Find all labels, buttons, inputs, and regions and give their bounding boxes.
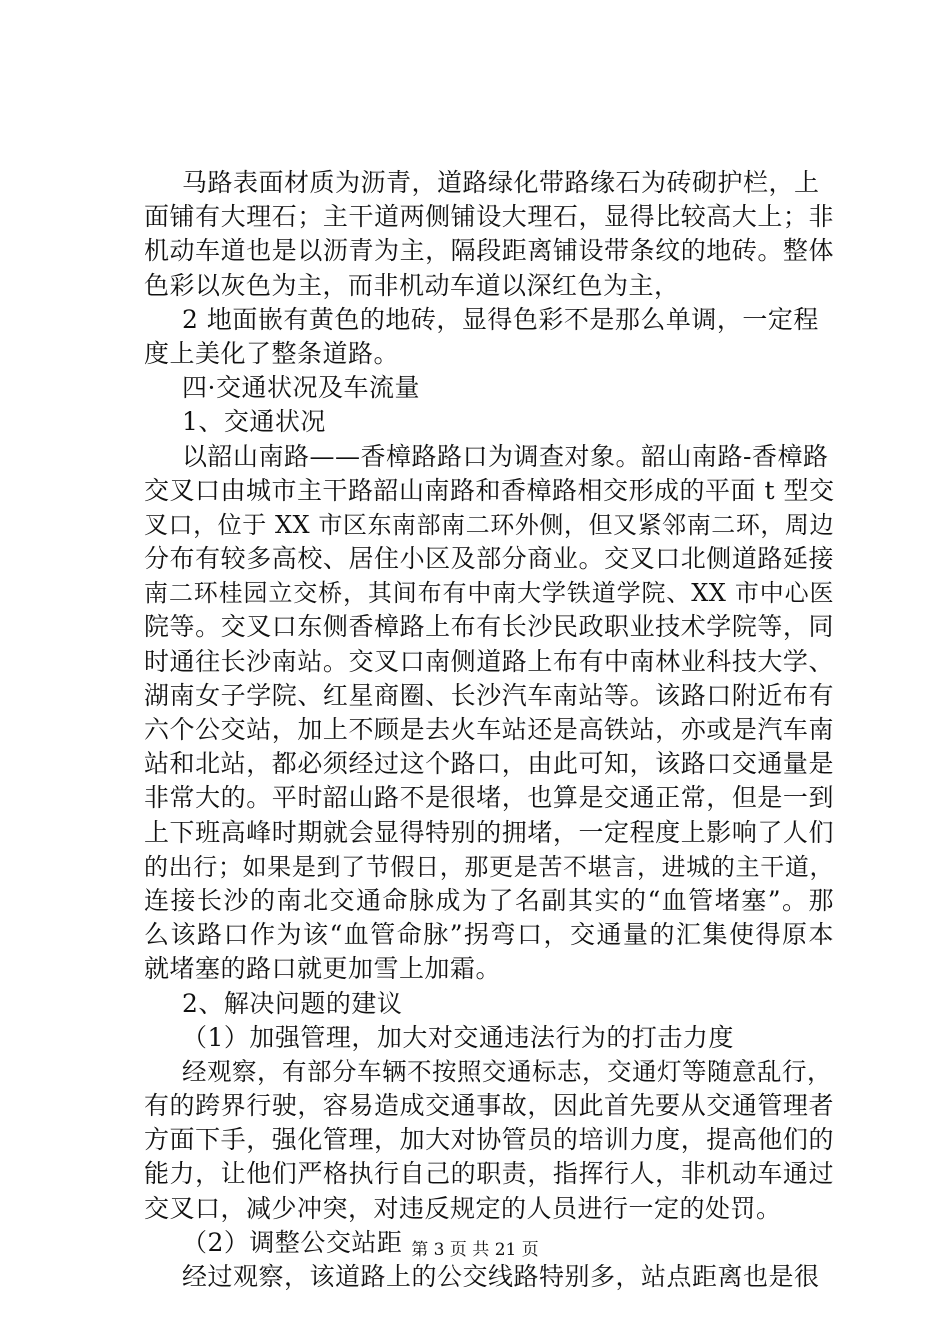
paragraph-line: 站和北站，都必须经过这个路口，由此可知，该路口交通量是 (144, 749, 834, 779)
paragraph-line: 六个公交站，加上不顾是去火车站还是高铁站，亦或是汽车南 (144, 715, 834, 744)
paragraph-line: 么该路口作为该“血管命脉”拐弯口，交通量的汇集使得原本 (144, 920, 834, 950)
paragraph-line: 以韶山南路——香樟路路口为调查对象。韶山南路-香樟路 (182, 441, 829, 471)
paragraph-line: 分布有较多高校、居住小区及部分商业。交叉口北侧道路延接 (144, 544, 834, 574)
subsubsection-heading: （1）加强管理，加大对交通违法行为的打击力度 (182, 1022, 734, 1052)
paragraph-line: 交叉口由城市主干路韶山南路和香樟路相交形成的平面 t 型交 (144, 475, 835, 505)
paragraph-line: 院等。交叉口东侧香樟路上布有长沙民政职业技术学院等，同 (144, 612, 834, 642)
paragraph-line: 有的跨界行驶，容易造成交通事故，因此首先要从交通管理者 (144, 1091, 834, 1121)
paragraph-line: 交叉口，减少冲突，对违反规定的人员进行一定的处罚。 (144, 1193, 782, 1223)
paragraph-line: 上下班高峰时期就会显得特别的拥堵，一定程度上影响了人们 (144, 817, 834, 847)
paragraph-line: 能力，让他们严格执行自己的职责，指挥行人，非机动车通过 (144, 1159, 834, 1189)
paragraph-line: 马路表面材质为沥青，道路绿化带路缘石为砖砌护栏，上 (182, 168, 820, 197)
document-body (144, 166, 834, 1294)
paragraph-line: 非常大的。平时韶山路不是很堵，也算是交通正常，但是一到 (144, 783, 834, 813)
subsection-heading: 2、解决问题的建议 (182, 988, 403, 1018)
paragraph-line: 湖南女子学院、红星商圈、长沙汽车南站等。该路口附近布有 (144, 680, 834, 710)
paragraph-line: 2 地面嵌有黄色的地砖，显得色彩不是那么单调，一定程 (182, 304, 819, 334)
paragraph-line: 经观察，有部分车辆不按照交通标志，交通灯等随意乱行， (182, 1056, 832, 1086)
paragraph-line: 度上美化了整条道路。 (144, 338, 400, 368)
paragraph-line: 连接长沙的南北交通命脉成为了名副其实的“血管堵塞”。那 (144, 885, 834, 915)
page-footer (0, 1240, 950, 1260)
subsubsection-heading: （2）调整公交站距 (182, 1227, 403, 1257)
subsection-heading: 1、交通状况 (182, 407, 326, 437)
paragraph-line: 叉口，位于 XX 市区东南部南二环外侧，但又紧邻南二环，周边 (144, 510, 834, 539)
paragraph-line: 南二环桂园立交桥，其间布有中南大学铁道学院、XX 市中心医 (144, 579, 834, 608)
paragraph-line: 方面下手，强化管理，加大对协管员的培训力度，提高他们的 (144, 1125, 834, 1155)
paragraph-line: 面铺有大理石；主干道两侧铺设大理石，显得比较高大上；非 (144, 202, 834, 232)
paragraph-line: 色彩以灰色为主，而非机动车道以深红色为主， (144, 270, 680, 300)
paragraph-line: 时通往长沙南站。交叉口南侧道路上布有中南林业科技大学、 (144, 646, 834, 676)
paragraph-line: 经过观察，该道路上的公交线路特别多，站点距离也是很 (182, 1262, 820, 1291)
section-heading: 四·交通状况及车流量 (182, 373, 420, 403)
paragraph-line: 就堵塞的路口就更加雪上加霜。 (144, 954, 502, 984)
paragraph-line: 机动车道也是以沥青为主，隔段距离铺设带条纹的地砖。整体 (144, 236, 834, 266)
page-number-label: 第 3 页 共 21 页 (411, 1240, 539, 1260)
paragraph-line: 的出行；如果是到了节假日，那更是苦不堪言，进城的主干道， (144, 852, 834, 881)
